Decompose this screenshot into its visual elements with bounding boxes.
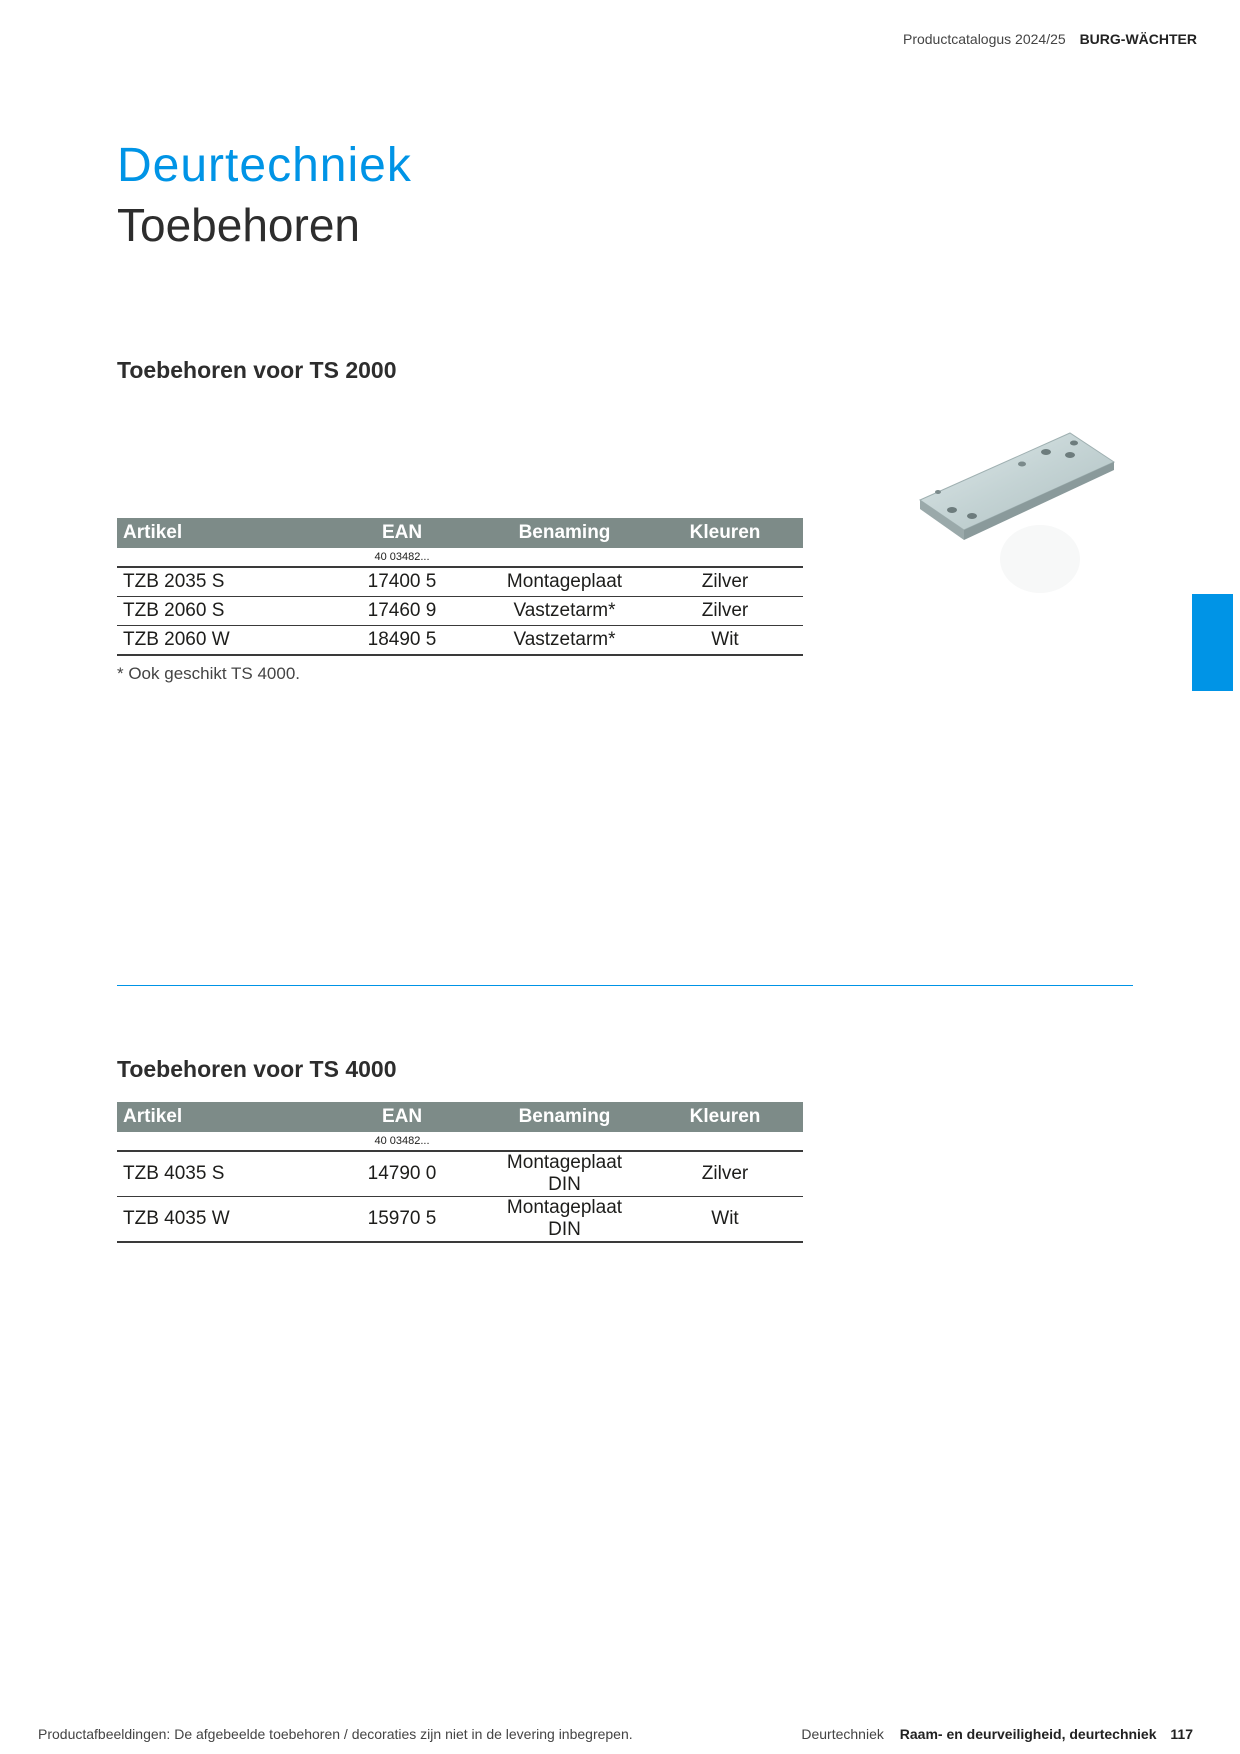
table-ts2000 <box>117 518 803 656</box>
cell-benaming: Vastzetarm* <box>482 597 647 626</box>
section-divider <box>117 985 1133 986</box>
cell-benaming: Montageplaat DIN <box>482 1197 647 1243</box>
montageplaat-product-image <box>918 430 1118 605</box>
footer-section: Deurtechniek <box>801 1726 884 1742</box>
cell-ean: 17460 9 <box>322 597 482 626</box>
ean-prefix-row <box>117 548 803 567</box>
page-header <box>903 31 1197 47</box>
section-title-ts2000: Toebehoren voor TS 2000 <box>117 357 397 383</box>
cell-artikel: TZB 4035 S <box>117 1151 322 1197</box>
column-header-kleuren: Kleuren <box>647 518 803 548</box>
cell-benaming: Montageplaat DIN <box>482 1151 647 1197</box>
catalog-label: Productcatalogus 2024/25 <box>902 31 1066 47</box>
cell-ean: 18490 5 <box>322 626 482 656</box>
chapter-side-tab <box>1192 594 1233 691</box>
cell-artikel: TZB 2060 S <box>117 597 322 626</box>
ean-prefix-row <box>117 1132 803 1151</box>
cell-kleur: Wit <box>647 1197 803 1243</box>
page-subtitle: Toebehoren <box>117 199 360 251</box>
cell-kleur: Zilver <box>647 1151 803 1197</box>
cell-ean: 17400 5 <box>322 567 482 597</box>
table-ts4000 <box>117 1102 803 1243</box>
cell-benaming: Vastzetarm* <box>482 626 647 656</box>
brand-label: BURG-WÄCHTER <box>1079 31 1197 47</box>
cell-ean: 15970 5 <box>322 1197 482 1243</box>
cell-kleur: Zilver <box>647 567 803 597</box>
table-header-row <box>117 518 803 548</box>
table-row <box>117 1151 803 1197</box>
footnote: * Ook geschikt TS 4000. <box>117 664 301 683</box>
cell-artikel: TZB 2035 S <box>117 567 322 597</box>
ean-prefix: 40 03482... <box>322 548 482 567</box>
column-header-benaming: Benaming <box>482 1102 647 1132</box>
cell-benaming: Montageplaat <box>482 567 647 597</box>
page-footer <box>801 1726 1193 1742</box>
table-header-row <box>117 1102 803 1132</box>
cell-artikel: TZB 4035 W <box>117 1197 322 1243</box>
table-row <box>117 626 803 656</box>
footer-chapter: Raam- en deurveiligheid, deurtechniek <box>899 1726 1157 1742</box>
ean-prefix: 40 03482... <box>322 1132 482 1151</box>
table-row <box>117 597 803 626</box>
column-header-artikel: Artikel <box>117 1102 322 1132</box>
table-row <box>117 1197 803 1243</box>
column-header-ean: EAN <box>322 1102 482 1132</box>
column-header-artikel: Artikel <box>117 518 322 548</box>
page-number: 117 <box>1170 1726 1193 1742</box>
column-header-ean: EAN <box>322 518 482 548</box>
page-title: Deurtechniek <box>117 139 412 192</box>
footer-disclaimer: Productafbeeldingen: De afgebeelde toebehoren / decoraties zijn niet in de levering inbegrepen. <box>38 1726 633 1742</box>
cell-artikel: TZB 2060 W <box>117 626 322 656</box>
cell-kleur: Wit <box>647 626 803 656</box>
section-title-ts4000: Toebehoren voor TS 4000 <box>117 1056 397 1082</box>
table-row <box>117 567 803 597</box>
cell-ean: 14790 0 <box>322 1151 482 1197</box>
column-header-benaming: Benaming <box>482 518 647 548</box>
column-header-kleuren: Kleuren <box>647 1102 803 1132</box>
cell-kleur: Zilver <box>647 597 803 626</box>
